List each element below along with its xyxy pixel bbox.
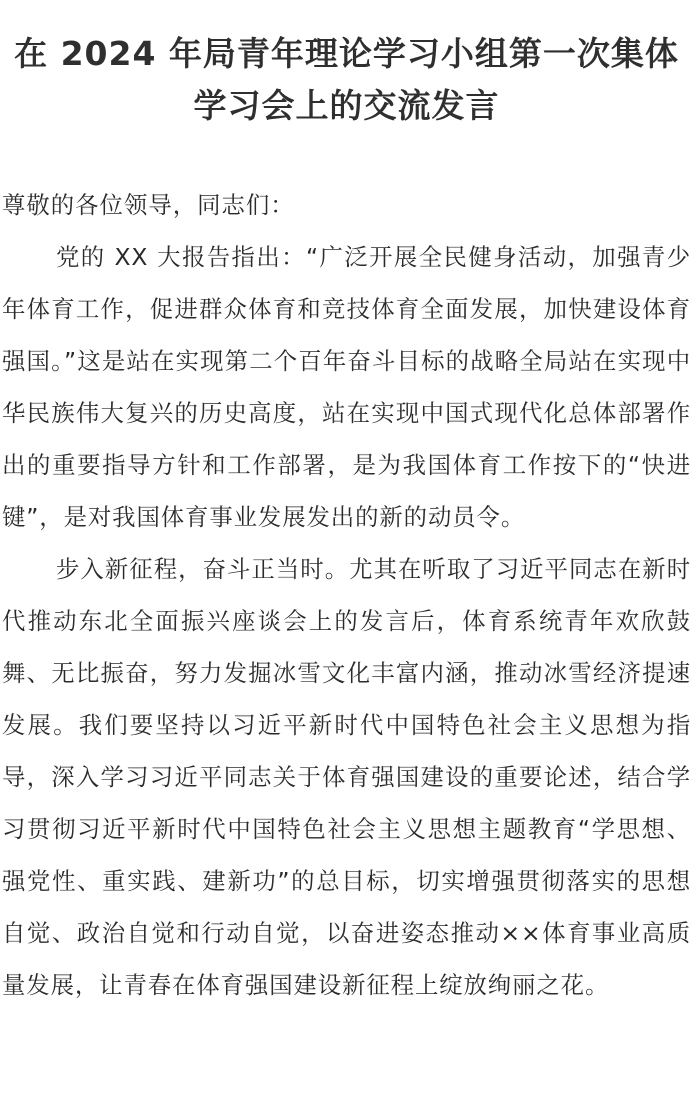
body-paragraph-1: 党的 XX 大报告指出：“广泛开展全民健身活动，加强青少年体育工作，促进群众体育和竞技体育全面发展，加快建设体育强国。”这是站在实现第二个百年奋斗目标的战略全局站在实现中华民族伟大复兴的历史高度，站在实现中国式现代化总体部署作出的重要指导方针和工作部署，是为我国体育工作按下的“快进键”，是对我国体育事业发展发出的新的动员令。 (2, 243, 691, 531)
body-paragraph-2: 步入新征程，奋斗正当时。尤其在听取了习近平同志在新时代推动东北全面振兴座谈会上的发言后，体育系统青年欢欣鼓舞、无比振奋，努力发掘冰雪文化丰富内涵，推动冰雪经济提速发展。我们要坚持以习近平新时代中国特色社会主义思想为指导，深入学习习近平同志关于体育强国建设的重要论述，结合学习贯彻习近平新时代中国特色社会主义思想主题教育“学思想、强党性、重实践、建新功”的总目标，切实增强贯彻落实的思想自觉、政治自觉和行动自觉，以奋进姿态推动××体育事业高质量发展，让青春在体育强国建设新征程上绽放绚丽之花。 (2, 555, 691, 999)
document-title: 在 2024 年局青年理论学习小组第一次集体学习会上的交流发言 (14, 34, 679, 125)
greeting-line: 尊敬的各位领导，同志们： (2, 191, 295, 219)
